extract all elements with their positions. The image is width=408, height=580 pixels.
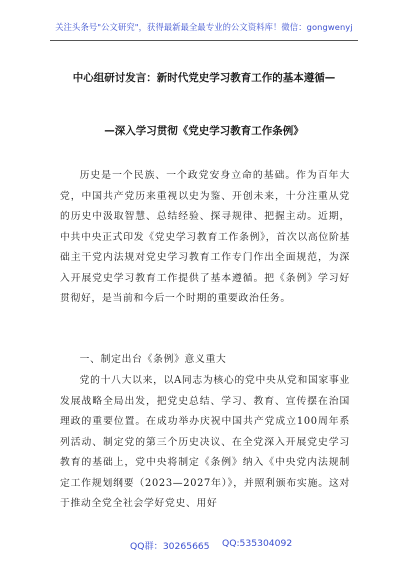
footer-qq-group: QQ群：30265665	[130, 541, 210, 552]
document-title-line2: —深入学习贯彻《党史学习教育工作条例》	[104, 125, 304, 137]
section-heading-1-text: 一、制定出台《条例》意义重大	[79, 354, 227, 365]
section-heading-1	[60, 350, 350, 371]
document-title-line1: 中心组研讨发言：新时代党史学习教育工作的基本遵循—	[72, 72, 336, 84]
header-promo-note: 关注头条号"公文研究"，获得最新最全最专业的公文资料库！微信：gongwenyj	[55, 22, 353, 32]
header-divider	[50, 40, 358, 41]
paragraph-section-1-text: 党的十八大以来，以A同志为核心的党中央从党和国家事业发展战略全局出发，把党史总结、学习、教育、宣传摆在治国理政的重要位置。在成功举办庆祝中国共产党成立100周年系列活动、制定党的第三个历史决议、在全党深入开展党史学习教育的基础上，党中央将制定《条例》纳入《中央党内法规制定工作规划纲要（2023—2027年）》，并照利颁布实施。这对于推动全党全社会学好党史、用好	[60, 375, 350, 509]
footer-qq-number: QQ:535304092	[222, 538, 293, 549]
paragraph-section-1	[60, 371, 350, 515]
paragraph-intro-text: 历史是一个民族、一个政党安身立命的基础。作为百年大党，中国共产党历来重视以史为鉴、开创未来，十分注重从党的历史中汲取智慧、总结经验、探寻规律、把握主动。近期，中共中央正式印发《党史学习教育工作条例》，首次以高位阶基础主干党内法规对党史学习教育工作专门作出全面规范，为深入开展党史学习教育工作提供了基本遵循。把《条例》学习好贯彻好，是当前和今后一个时期的重要政治任务。	[60, 170, 350, 304]
paragraph-intro	[60, 166, 350, 310]
